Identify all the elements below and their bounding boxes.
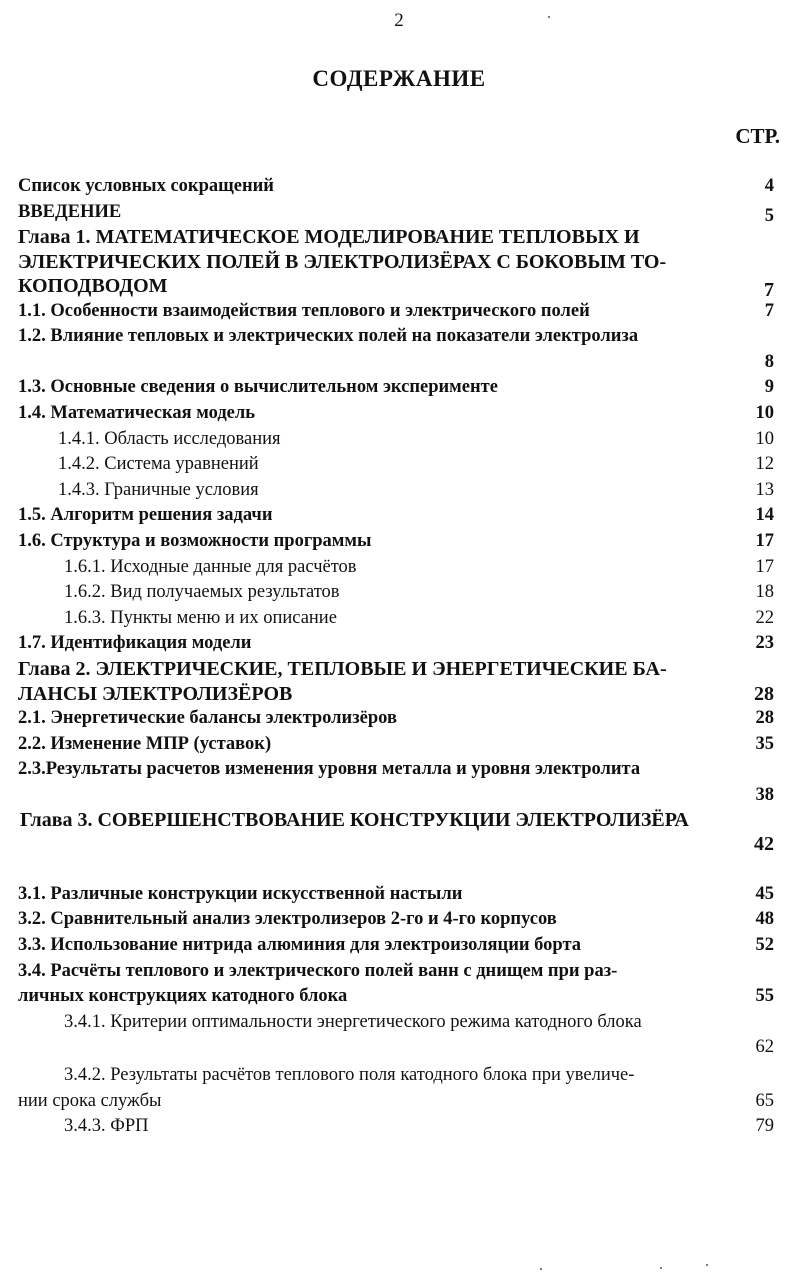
toc-entry-page: 79 — [755, 1116, 774, 1137]
toc-entry-page: 23 — [755, 633, 774, 654]
toc-entry-text-line: 3.4.2. Результаты расчётов теплового поля катодного блока при увеличе- — [64, 1065, 635, 1086]
toc-entry-page: 9 — [764, 377, 774, 398]
scan-speck — [706, 1264, 708, 1266]
toc-entry-text: 2.2. Изменение МПР (уставок) — [18, 733, 272, 754]
toc-entry-1-6-3[interactable] — [18, 606, 774, 632]
toc-entry-text: 1.3. Основные сведения о вычислительном эксперименте — [18, 377, 498, 398]
toc-entry-1-2[interactable] — [18, 324, 774, 375]
toc-entry-page: 48 — [755, 909, 774, 930]
toc-entry-page: 14 — [755, 505, 774, 526]
toc-entry-text-line: 3.4. Расчёты теплового и электрического полей ванн с днищем при раз- — [18, 960, 618, 981]
toc-entry-2-3[interactable] — [18, 757, 774, 808]
toc-entry-page: 13 — [755, 479, 774, 500]
toc-entry-text-line: Глава 1. МАТЕМАТИЧЕСКОЕ МОДЕЛИРОВАНИЕ ТЕПЛОВЫХ И — [18, 226, 640, 249]
toc-entry-text-line: КОПОДВОДОМ — [18, 275, 168, 298]
toc-entry-text: 3.2. Сравнительный анализ электролизеров 2-го и 4-го корпусов — [18, 909, 557, 930]
scan-speck — [540, 1268, 542, 1270]
toc-entry-text: 3.4.1. Критерии оптимальности энергетического режима катодного блока — [64, 1011, 642, 1032]
toc-entry-text: 1.5. Алгоритм решения задачи — [18, 505, 273, 526]
toc-entry-page: 22 — [755, 607, 774, 628]
toc-entry-text: Список условных сокращений — [18, 176, 274, 196]
toc-entry-page: 35 — [755, 733, 774, 754]
page-title: СОДЕРЖАНИЕ — [312, 66, 486, 91]
scan-speck — [660, 1267, 662, 1269]
toc-entry-1-4-3[interactable] — [18, 478, 774, 504]
scan-speck — [548, 16, 550, 18]
toc-entry-text: Глава 3. СОВЕРШЕНСТВОВАНИЕ КОНСТРУКЦИИ ЭЛЕКТРОЛИЗЁРА — [20, 809, 689, 832]
toc-entry-1-6[interactable] — [18, 529, 774, 555]
toc-entry-1-7[interactable] — [18, 631, 774, 657]
toc-entry-chapter-1[interactable] — [18, 225, 774, 302]
toc-entry-2-2[interactable] — [18, 732, 774, 758]
toc-entry-1-4-2[interactable] — [18, 452, 774, 478]
toc-entry-1-6-1[interactable] — [18, 555, 774, 581]
toc-entry-text: 1.1. Особенности взаимодействия теплового и электрического полей — [18, 300, 590, 321]
toc-entry-page: 5 — [764, 205, 774, 226]
toc-entry-page: 28 — [754, 682, 774, 705]
toc-entry-1-5[interactable] — [18, 503, 774, 529]
toc-entry-1-3[interactable] — [18, 375, 774, 401]
toc-entry-text: 1.6.1. Исходные данные для расчётов — [64, 556, 357, 577]
page-number: 2 — [394, 10, 404, 31]
toc-entry-chapter-2[interactable] — [18, 657, 774, 706]
toc-entry-text-line: ЭЛЕКТРИЧЕСКИХ ПОЛЕЙ В ЭЛЕКТРОЛИЗЁРАХ С БОКОВЫМ ТО- — [18, 250, 667, 273]
toc-entry-page: 42 — [754, 833, 774, 856]
toc-entry-text-line: нии срока службы — [18, 1090, 162, 1111]
toc-entry-page: 55 — [755, 986, 774, 1007]
toc-entry-page: 10 — [755, 428, 774, 449]
table-of-contents — [18, 174, 774, 1140]
toc-entry-3-4[interactable] — [18, 959, 774, 1010]
toc-entry-page: 18 — [755, 582, 774, 603]
toc-entry-text-line: личных конструкциях катодного блока — [18, 986, 348, 1007]
section-spacer — [18, 857, 774, 882]
toc-entry-text: 3.3. Использование нитрида алюминия для электроизоляции борта — [18, 935, 582, 956]
toc-entry-1-4-1[interactable] — [18, 427, 774, 453]
toc-entry-page: 62 — [755, 1037, 774, 1058]
toc-entry-page: 17 — [755, 556, 774, 577]
toc-entry-page: 45 — [755, 883, 774, 904]
toc-entry-text: 3.4.3. ФРП — [64, 1116, 149, 1137]
toc-entry-page: 28 — [755, 708, 774, 728]
toc-entry-1-1[interactable] — [18, 299, 774, 325]
toc-entry-3-3[interactable] — [18, 933, 774, 959]
toc-entry-text: 3.1. Различные конструкции искусственной настыли — [18, 883, 463, 904]
toc-entry-page: 10 — [755, 403, 774, 424]
toc-entry-text: 1.7. Идентификация модели — [18, 633, 252, 654]
toc-entry-chapter-3[interactable] — [18, 808, 774, 857]
toc-entry-text: 1.6.2. Вид получаемых результатов — [64, 582, 340, 603]
toc-entry-text: 1.6.3. Пункты меню и их описание — [64, 607, 337, 628]
page-column-header: СТР. — [735, 124, 780, 148]
toc-entry-text: 1.2. Влияние тепловых и электрических полей на показатели электролиза — [18, 326, 639, 347]
toc-entry-1-4[interactable] — [18, 401, 774, 427]
toc-entry-page: 8 — [764, 351, 774, 372]
toc-entry-page: 7 — [764, 300, 774, 321]
toc-entry-introduction[interactable] — [18, 200, 774, 226]
toc-entry-page: 65 — [755, 1090, 774, 1111]
toc-entry-text: 1.4.2. Система уравнений — [58, 454, 259, 475]
toc-entry-page: 7 — [764, 279, 774, 302]
toc-entry-text-line: ЛАНСЫ ЭЛЕКТРОЛИЗЁРОВ — [18, 682, 293, 705]
toc-entry-text: 1.6. Структура и возможности программы — [18, 531, 372, 552]
toc-entry-3-4-2[interactable] — [18, 1063, 774, 1114]
toc-entry-text: 2.3.Результаты расчетов изменения уровня металла и уровня электролита — [18, 759, 641, 780]
toc-entry-3-1[interactable] — [18, 882, 774, 908]
toc-entry-text: 1.4. Математическая модель — [18, 403, 256, 424]
toc-entry-3-4-1[interactable] — [18, 1010, 774, 1061]
toc-entry-text: ВВЕДЕНИЕ — [18, 201, 122, 222]
toc-entry-page: 4 — [764, 176, 774, 196]
toc-entry-abbreviations[interactable] — [18, 174, 774, 200]
toc-entry-1-6-2[interactable] — [18, 580, 774, 606]
toc-entry-page: 38 — [755, 784, 774, 805]
toc-entry-text: 1.4.3. Граничные условия — [58, 479, 259, 500]
toc-entry-3-2[interactable] — [18, 907, 774, 933]
toc-entry-3-4-3[interactable] — [18, 1114, 774, 1140]
toc-entry-text: 1.4.1. Область исследования — [58, 428, 281, 449]
toc-entry-text: 2.1. Энергетические балансы электролизёров — [18, 708, 397, 728]
toc-entry-text-line: Глава 2. ЭЛЕКТРИЧЕСКИЕ, ТЕПЛОВЫЕ И ЭНЕРГЕТИЧЕСКИЕ БА- — [18, 658, 667, 680]
toc-entry-page: 17 — [755, 531, 774, 552]
toc-entry-2-1[interactable] — [18, 706, 774, 732]
toc-entry-page: 52 — [755, 935, 774, 956]
toc-entry-page: 12 — [755, 454, 774, 475]
